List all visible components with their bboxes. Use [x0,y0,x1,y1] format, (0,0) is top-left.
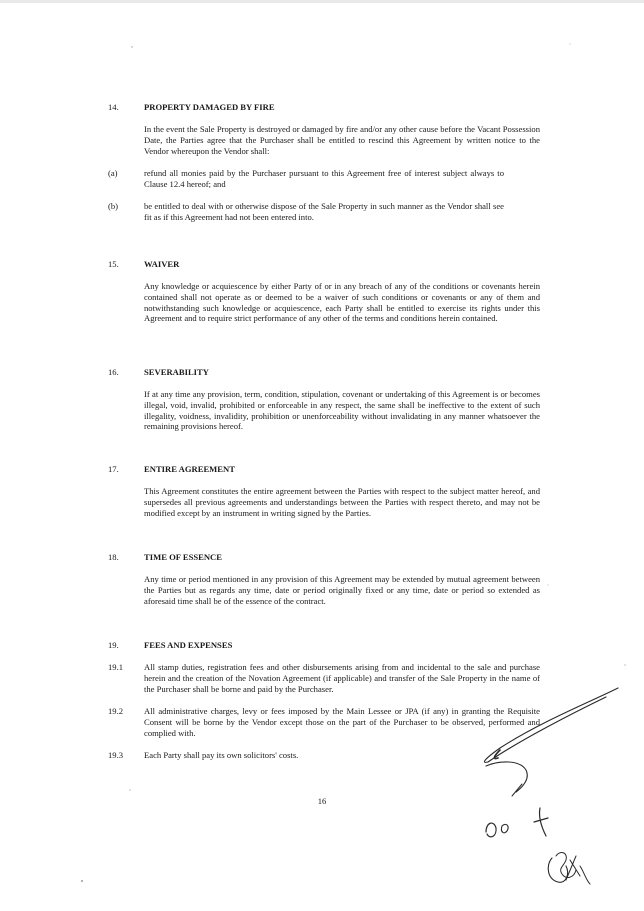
section-body: Any knowledge or acquiescence by either Party of or in any breach of any of the conditions or covenants herein contained shall not operate as or deemed to be a waiver of such conditions or covenants or any of them and notwithstanding such knowledge or acquiescence, each Party shall be entitled to exercise its rights under this Agreement and to require strict performance of any other of the terms and conditions herein contained. [144,281,540,324]
scan-speck [548,585,549,586]
clause-number: 19.3 [108,750,124,760]
scan-speck [131,46,132,47]
sub-item-text: refund all monies paid by the Purchaser pursuant to this Agreement free of interest subject always to Clause 12.4 hereof; and [144,168,504,189]
section-number: 17. [108,464,119,474]
section-title: SEVERABILITY [144,367,209,377]
signature-stroke [486,762,527,792]
section-title: WAIVER [144,259,180,269]
section-number: 16. [108,367,119,377]
section-title: ENTIRE AGREEMENT [144,464,235,474]
section-number: 15. [108,259,119,269]
scan-speck [624,664,625,665]
scan-speck [81,880,83,882]
section-title: FEES AND EXPENSES [144,640,233,650]
initial-stroke [501,824,508,832]
signature-stroke [484,688,618,762]
signature-stroke [512,784,522,796]
clause-text: All stamp duties, registration fees and other disbursements arising from and incidental to the sale and purchase herein and the creation of the Novation Agreement (if applicable) and transfer of the Sale Property in the name of the Purchaser shall be borne and paid by the Purchaser. [144,662,540,694]
section-body: In the event the Sale Property is destroyed or damaged by fire and/or any other cause before the Vacant Possession Date, the Parties agree that the Purchaser shall be entitled to rescind this Agreement by written notice to the Vendor whereupon the Vendor shall: [144,124,540,156]
initial-stroke [486,823,496,837]
clause-text: All administrative charges, levy or fees imposed by the Main Lessee or JPA (if any) in granting the Requisite Consent will be borne by the Vendor except those on the part of the Purchaser to be observed, performed and complied with. [144,706,540,738]
section-number: 18. [108,552,119,562]
initial-stroke [580,866,590,884]
initial-stroke [566,856,580,880]
clause-number: 19.2 [108,706,124,716]
section-title: PROPERTY DAMAGED BY FIRE [144,102,275,112]
section-body: Any time or period mentioned in any provision of this Agreement may be extended by mutual agreement between the Parties but as regards any time, date or period originally fixed or any time, date or period so extended as aforesaid time shall be of the essence of the contract. [144,574,540,606]
initial-stroke [548,858,567,882]
section-title: TIME OF ESSENCE [144,552,222,562]
scan-speck [129,789,130,790]
sub-item-text: be entitled to deal with or otherwise dispose of the Sale Property in such manner as the Vendor shall see fit as if this Agreement had not been entered into. [144,201,504,222]
sub-item-label: (a) [108,168,118,178]
clause-number: 19.1 [108,662,124,672]
page-number: 16 [317,796,327,806]
scan-speck [570,44,571,45]
section-body: If at any time any provision, term, condition, stipulation, covenant or undertaking of this Agreement is or becomes illegal, void, invalid, prohibited or enforceable in any respect, the same shall be ineffective to the extent of such illegality, voidness, invalidity, prohibition or unenforceability without invalidating in any manner whatsoever the remaining provisions hereof. [144,389,540,432]
section-body: This Agreement constitutes the entire agreement between the Parties with respect to the subject matter hereof, and supersedes all previous agreements and understandings between the Parties with respect thereto, and may not be modified except by an instrument in writing signed by the Parties. [144,486,540,518]
sub-item-label: (b) [108,201,119,211]
initial-stroke [539,808,546,836]
section-number: 19. [108,640,119,650]
clause-text: Each Party shall pay its own solicitors' costs. [144,750,299,760]
section-number: 14. [108,102,119,112]
